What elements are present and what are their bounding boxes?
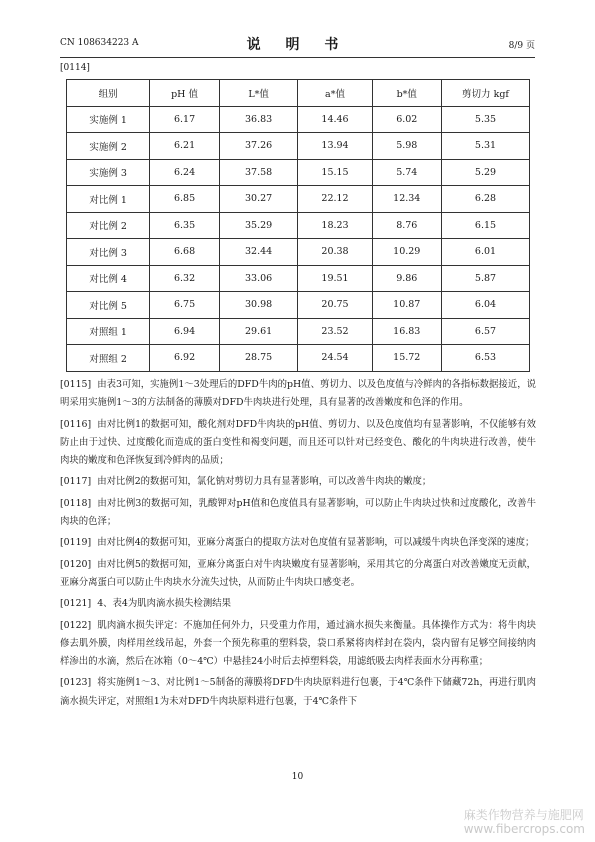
table-cell: 6.68 — [150, 239, 219, 266]
row-label-cell: 对比例 5 — [67, 292, 150, 319]
table-cell: 37.26 — [219, 133, 298, 160]
table-header-row — [67, 80, 530, 107]
row-label-cell: 实施例 2 — [67, 133, 150, 160]
table-row — [67, 345, 530, 372]
table-cell: 5.31 — [441, 133, 529, 160]
table-cell: 6.94 — [150, 318, 219, 345]
watermark-line: www.fibercrops.com — [463, 822, 585, 836]
paragraph-text: 由对比例4的数据可知，亚麻分离蛋白的提取方法对色度值有显著影响，可以减缓牛肉块色泽变深的速度； — [97, 537, 535, 549]
table-cell: 30.27 — [219, 186, 298, 213]
table-cell: 12.34 — [372, 186, 441, 213]
table-row — [67, 265, 530, 292]
row-label-cell: 实施例 3 — [67, 159, 150, 186]
watermark-line: 麻类作物营养与施肥网 — [463, 808, 584, 822]
table-cell: 6.57 — [441, 318, 529, 345]
table-cell: 6.92 — [150, 345, 219, 372]
row-label-cell: 对比例 3 — [67, 239, 150, 266]
table-cell: 36.83 — [219, 106, 298, 133]
table-cell: 20.38 — [298, 239, 372, 266]
paragraph-number: [0118] — [60, 497, 92, 509]
paragraph — [60, 495, 536, 532]
table-cell: 35.29 — [219, 212, 298, 239]
table-cell: 15.72 — [372, 345, 441, 372]
paragraph-text: 由对比例2的数据可知，氯化钠对剪切力具有显著影响，可以改善牛肉块的嫩度； — [97, 476, 432, 488]
column-header: pH 值 — [150, 80, 219, 107]
table-cell: 32.44 — [219, 239, 298, 266]
paragraph-number: [0123] — [60, 677, 92, 689]
row-label-cell: 对比例 2 — [67, 212, 150, 239]
column-header: a*值 — [298, 80, 372, 107]
table-cell: 5.98 — [372, 133, 441, 160]
table-cell: 20.75 — [298, 292, 372, 319]
table-cell: 8.76 — [372, 212, 441, 239]
table-cell: 5.74 — [372, 159, 441, 186]
table-cell: 29.61 — [219, 318, 298, 345]
table-cell: 9.86 — [372, 265, 441, 292]
paragraph — [60, 617, 536, 672]
paragraph-number-0114: [0114] — [60, 63, 90, 73]
paragraph-text: 4、表4为肌肉滴水损失检测结果 — [97, 598, 231, 610]
table-cell: 10.29 — [372, 239, 441, 266]
table-cell: 5.35 — [441, 106, 529, 133]
paragraph-number: [0120] — [60, 558, 92, 570]
paragraph-number: [0115] — [60, 379, 92, 390]
page-number: 10 — [291, 772, 304, 782]
column-header: 剪切力 kgf — [441, 80, 529, 107]
column-header: 组别 — [67, 80, 150, 107]
table-row — [67, 212, 530, 239]
table-cell: 6.35 — [150, 212, 219, 239]
table-cell: 6.02 — [372, 106, 441, 133]
table-cell: 19.51 — [298, 265, 372, 292]
table-cell: 6.17 — [150, 106, 219, 133]
table-cell: 6.53 — [441, 345, 529, 372]
table-cell: 15.15 — [298, 159, 372, 186]
table-body — [67, 106, 530, 371]
paragraph — [60, 473, 536, 491]
table-cell: 23.52 — [298, 318, 372, 345]
paragraph-text: 将实施例1～3、对比例1～5制备的薄膜将DFD牛肉块原料进行包裹，于4℃条件下储藏72h，再进行肌肉滴水损失评定，对照组1为未对DFD牛肉块原料进行包裹，于4℃条件下 — [60, 677, 536, 707]
table-cell: 6.24 — [150, 159, 219, 186]
table-cell: 6.21 — [150, 133, 219, 160]
paragraph — [60, 416, 536, 471]
table-row — [67, 318, 530, 345]
table-cell: 6.32 — [150, 265, 219, 292]
column-header: L*值 — [219, 80, 298, 107]
row-label-cell: 对比例 4 — [67, 265, 150, 292]
table-cell: 16.83 — [372, 318, 441, 345]
paragraph-text: 肌肉滴水损失评定：不施加任何外力，只受重力作用，通过滴水损失来衡量。具体操作方式为：将牛肉块修去肌外膜，肉样用丝线吊起，外套一个预先称重的塑料袋，袋口系紧将肉样封在袋内，袋内留有足够空间接纳肉样渗出的水滴，然后在冰箱（0～4℃）中悬挂24小时后去掉塑料袋，用滤纸吸去肉样表面水分再称重； — [60, 619, 536, 668]
table-cell: 14.46 — [298, 106, 372, 133]
paragraph — [60, 556, 536, 593]
table-cell: 6.85 — [150, 186, 219, 213]
table-cell: 10.87 — [372, 292, 441, 319]
table-cell: 33.06 — [219, 265, 298, 292]
row-label-cell: 实施例 1 — [67, 106, 150, 133]
table-row — [67, 239, 530, 266]
paragraph-number: [0122] — [60, 619, 92, 631]
header-rule — [60, 57, 535, 58]
paragraph-number: [0116] — [60, 418, 92, 430]
paragraph-text: 由对比例3的数据可知，乳酸钾对pH值和色度值具有显著影响，可以防止牛肉块过快和过度酸化，改善牛肉块的色泽； — [60, 497, 536, 528]
table-cell: 24.54 — [298, 345, 372, 372]
row-label-cell: 对照组 2 — [67, 345, 150, 372]
table-cell: 22.12 — [298, 186, 372, 213]
paragraph-number: [0121] — [60, 598, 92, 610]
watermark — [464, 808, 585, 836]
table-cell: 5.29 — [441, 159, 529, 186]
patent-number: CN 108634223 A — [60, 38, 139, 48]
table-row — [67, 159, 530, 186]
body-text — [60, 376, 536, 714]
table-cell: 6.75 — [150, 292, 219, 319]
table-cell: 28.75 — [219, 345, 298, 372]
paragraph — [60, 534, 536, 552]
table-cell: 18.23 — [298, 212, 372, 239]
paragraph-text: 由对比例5的数据可知，亚麻分离蛋白对牛肉块嫩度有显著影响，采用其它的分离蛋白对改善嫩度无贡献，亚麻分离蛋白可以防止牛肉块水分流失过快，从而防止牛肉块口感变老。 — [60, 558, 536, 588]
table-cell: 5.87 — [441, 265, 529, 292]
table-cell: 30.98 — [219, 292, 298, 319]
page-header — [60, 34, 535, 54]
table-cell: 6.15 — [441, 212, 529, 239]
table-row — [67, 292, 530, 319]
table-cell: 37.58 — [219, 159, 298, 186]
row-label-cell: 对比例 1 — [67, 186, 150, 213]
paragraph-text: 由表3可知，实施例1～3处理后的DFD牛肉的pH值、剪切力、以及色度值与冷鲜肉的各指标数据接近，说明采用实施例1～3的方法制备的薄膜对DFD牛肉块进行处理，具有显著的改善嫩度和色泽的作用。 — [60, 379, 536, 409]
table-row — [67, 186, 530, 213]
paragraph-text: 由对比例1的数据可知，酸化剂对DFD牛肉块的pH值、剪切力、以及色度值均有显著影响，不仅能够有效防止由于过快、过度酸化而造成的蛋白变性和褐变问题，而且还可以针对已经变色、酸化的牛肉块进行改善，使牛肉块的嫩度和色泽恢复到冷鲜肉的品质； — [60, 418, 536, 467]
row-label-cell: 对照组 1 — [67, 318, 150, 345]
page-indicator: 8/9 页 — [508, 41, 535, 51]
paragraph-number: [0119] — [60, 537, 92, 549]
paragraph-number: [0117] — [60, 476, 92, 488]
table-cell: 6.04 — [441, 292, 529, 319]
paragraph — [60, 674, 536, 711]
table-cell: 6.01 — [441, 239, 529, 266]
paragraph — [60, 376, 536, 413]
table-cell: 6.28 — [441, 186, 529, 213]
table-row — [67, 133, 530, 160]
document-title: 说 明 书 — [246, 37, 349, 53]
table-row — [67, 106, 530, 133]
results-table — [66, 79, 530, 372]
column-header: b*值 — [372, 80, 441, 107]
table-cell: 13.94 — [298, 133, 372, 160]
paragraph — [60, 595, 536, 613]
